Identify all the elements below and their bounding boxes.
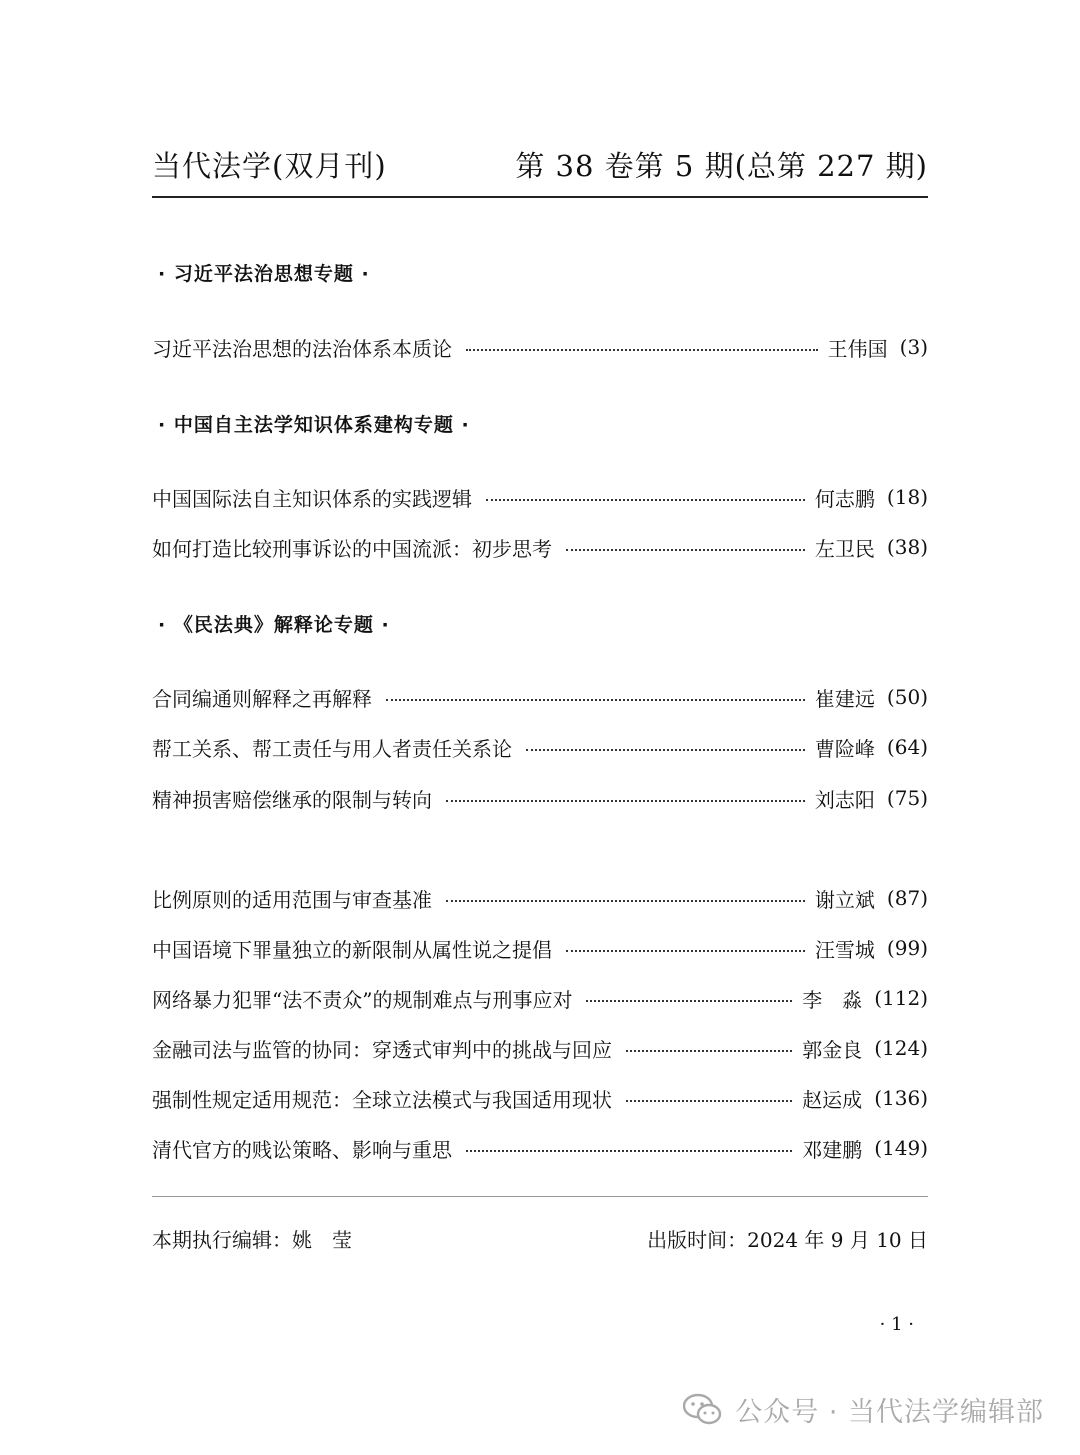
dot-leader: [526, 749, 805, 751]
watermark-text: 公众号 · 当代法学编辑部: [735, 1397, 1044, 1428]
article-page: ( 99 ): [887, 936, 928, 960]
executive-editor: 本期执行编辑：姚 莹: [152, 1228, 352, 1252]
toc-entry[interactable]: [152, 1132, 928, 1164]
dot-leader: [566, 549, 805, 551]
article-page: ( 87 ): [887, 886, 928, 910]
dot-leader: [586, 1000, 792, 1002]
article-title: 如何打造比较刑事诉讼的中国流派：初步思考: [152, 536, 552, 561]
article-page: ( 38 ): [887, 535, 928, 559]
article-title: 中国国际法自主知识体系的实践逻辑: [152, 486, 472, 511]
article-page: ( 136 ): [874, 1086, 928, 1110]
journal-title: 当代法学(双月刊): [152, 149, 387, 183]
dot-leader: [626, 1100, 792, 1102]
article-author: 郭金良: [802, 1037, 863, 1062]
watermark: [683, 1390, 1044, 1429]
article-page: ( 149 ): [874, 1136, 928, 1160]
article-page: ( 50 ): [887, 685, 928, 709]
dot-leader: [446, 900, 805, 902]
article-author: 邓建鹏: [802, 1137, 863, 1162]
dot-leader: [626, 1050, 792, 1052]
issue-info: 第 38 卷第 5 期(总第 227 期): [515, 149, 928, 183]
article-page: ( 112 ): [874, 986, 928, 1010]
toc-entry[interactable]: [152, 1032, 928, 1064]
toc-entry[interactable]: [152, 932, 928, 964]
toc-entry[interactable]: [152, 982, 928, 1014]
article-author: 汪雪城: [814, 937, 875, 962]
toc-entry[interactable]: [152, 481, 928, 513]
article-page: ( 18 ): [887, 485, 928, 509]
article-author: 左卫民: [814, 536, 875, 561]
toc-entry[interactable]: [152, 531, 928, 563]
article-title: 网络暴力犯罪“法不责众”的规制难点与刑事应对: [152, 987, 573, 1012]
article-title: 中国语境下罪量独立的新限制从属性说之提倡: [152, 937, 552, 962]
toc-entry[interactable]: [152, 882, 928, 914]
article-title: 习近平法治思想的法治体系本质论: [152, 336, 452, 361]
article-page: ( 75 ): [887, 786, 928, 810]
footer-divider: [152, 1196, 928, 1197]
publish-date: 出版时间：2024 年 9 月 10 日: [647, 1228, 928, 1252]
toc-entry[interactable]: [152, 1082, 928, 1114]
section-heading: · 习近平法治思想专题 ·: [158, 263, 370, 285]
dot-leader: [446, 800, 805, 802]
article-title: 合同编通则解释之再解释: [152, 686, 372, 711]
page-header: [152, 140, 928, 198]
article-title: 强制性规定适用规范：全球立法模式与我国适用现状: [152, 1087, 612, 1112]
article-page: ( 64 ): [887, 735, 928, 759]
dot-leader: [486, 499, 805, 501]
article-page: ( 3 ): [900, 335, 928, 359]
article-author: 崔建远: [814, 686, 875, 711]
article-title: 金融司法与监管的协同：穿透式审判中的挑战与回应: [152, 1037, 612, 1062]
dot-leader: [386, 699, 805, 701]
article-author: 曹险峰: [814, 736, 875, 761]
toc-entry[interactable]: [152, 331, 928, 363]
toc-entry[interactable]: [152, 782, 928, 814]
wechat-icon: [683, 1393, 723, 1427]
dot-leader: [566, 950, 805, 952]
dot-leader: [466, 349, 818, 351]
toc-entry[interactable]: [152, 731, 928, 763]
article-author: 刘志阳: [814, 787, 875, 812]
section-heading: · 中国自主法学知识体系建构专题 ·: [158, 414, 470, 436]
toc-entry[interactable]: [152, 681, 928, 713]
article-page: ( 124 ): [874, 1036, 928, 1060]
section-heading: · 《民法典》解释论专题 ·: [158, 614, 390, 636]
article-author: 赵运成: [802, 1087, 863, 1112]
article-author: 王伟国: [827, 336, 888, 361]
article-title: 精神损害赔偿继承的限制与转向: [152, 787, 432, 812]
page-number: · 1 ·: [879, 1314, 914, 1335]
article-title: 清代官方的贱讼策略、影响与重思: [152, 1137, 452, 1162]
article-title: 帮工关系、帮工责任与用人者责任关系论: [152, 736, 512, 761]
article-author: 李 淼: [802, 987, 863, 1012]
article-title: 比例原则的适用范围与审查基准: [152, 887, 432, 912]
dot-leader: [466, 1150, 792, 1152]
article-author: 何志鹏: [814, 486, 875, 511]
article-author: 谢立斌: [814, 887, 875, 912]
